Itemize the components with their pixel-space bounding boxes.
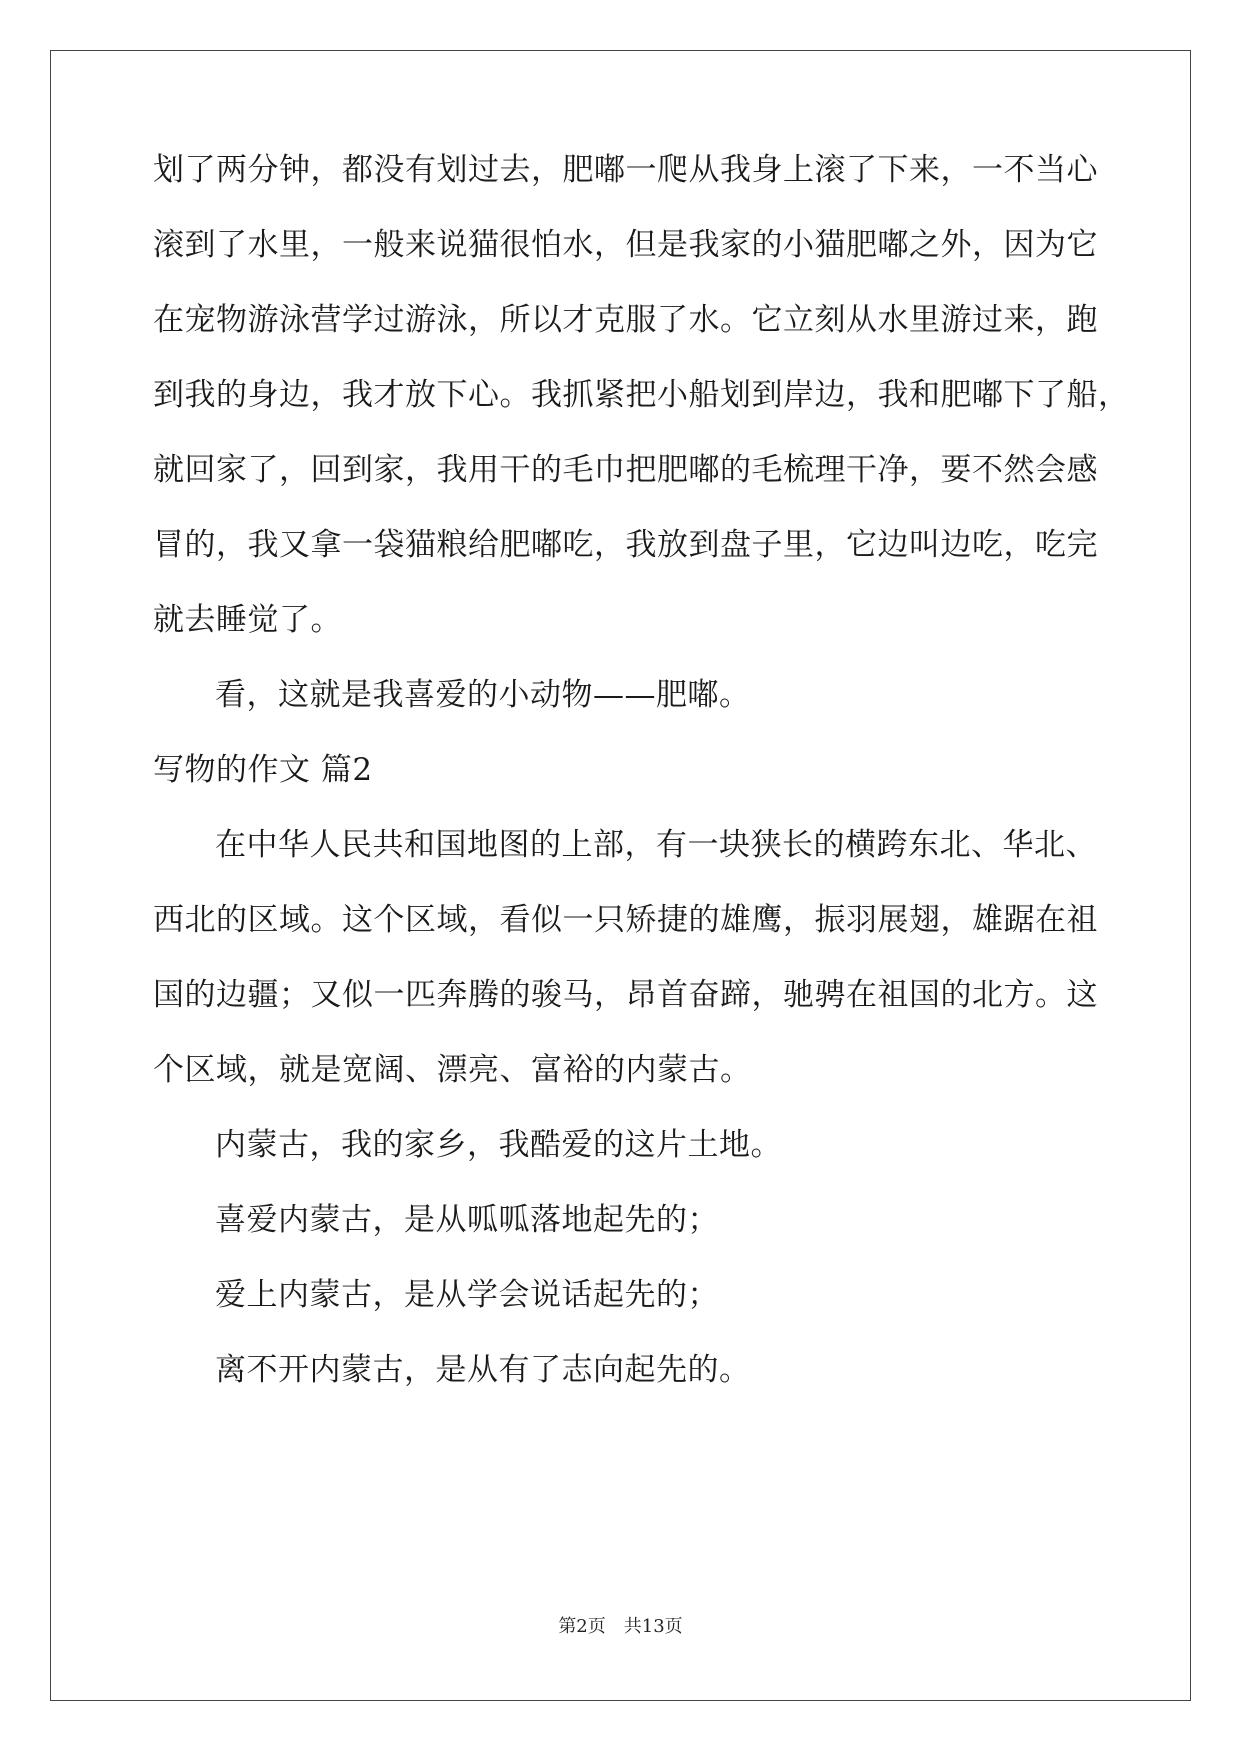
paragraph-line: 喜爱内蒙古，是从呱呱落地起先的； [215,1202,719,1238]
paragraph-line: 就回家了，回到家，我用干的毛巾把肥嘟的毛梳理干净，要不然会感 [153,452,1098,488]
paragraph-line: 国的边疆；又似一匹奔腾的骏马，昂首奋蹄，驰骋在祖国的北方。这 [153,977,1098,1013]
paragraph-line: 冒的，我又拿一袋猫粮给肥嘟吃，我放到盘子里，它边叫边吃，吃完 [153,527,1098,563]
paragraph-line: 到我的身边，我才放下心。我抓紧把小船划到岸边，我和肥嘟下了船， [153,377,1130,413]
paragraph-line: 爱上内蒙古，是从学会说话起先的； [215,1277,719,1313]
paragraph-line: 西北的区域。这个区域，看似一只矫捷的雄鹰，振羽展翅，雄踞在祖 [153,902,1098,938]
paragraph-line: 个区域，就是宽阔、漂亮、富裕的内蒙古。 [153,1052,752,1088]
paragraph-line: 在中华人民共和国地图的上部，有一块狭长的横跨东北、华北、 [215,827,1097,863]
paragraph-line: 在宠物游泳营学过游泳，所以才克服了水。它立刻从水里游过来，跑 [153,302,1098,338]
paragraph-line: 就去睡觉了。 [153,602,342,638]
page-border [50,50,1191,1701]
paragraph-line: 内蒙古，我的家乡，我酷爱的这片土地。 [215,1127,782,1163]
paragraph-line: 滚到了水里，一般来说猫很怕水，但是我家的小猫肥嘟之外，因为它 [153,227,1098,263]
page-number: 第2页 共13页 [558,1616,683,1637]
paragraph-line: 离不开内蒙古，是从有了志向起先的。 [215,1352,751,1388]
paragraph-line: 划了两分钟，都没有划过去，肥嘟一爬从我身上滚了下来，一不当心 [153,152,1098,188]
section-heading: 写物的作文 篇2 [153,752,373,788]
paragraph-line: 看，这就是我喜爱的小动物——肥嘟。 [215,677,751,713]
